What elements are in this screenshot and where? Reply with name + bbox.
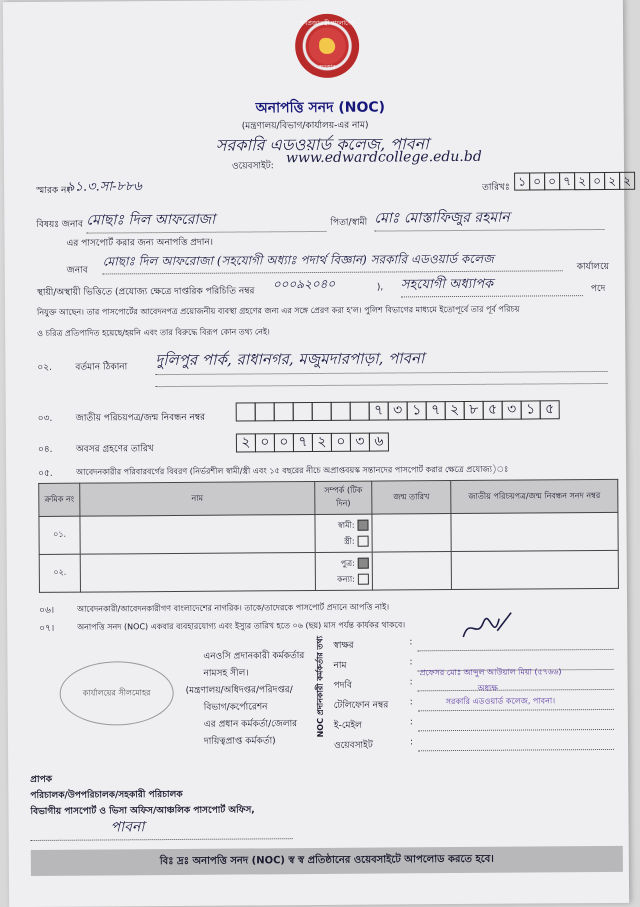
checkbox[interactable] <box>358 557 369 568</box>
signer-left-line: এনওসি প্রদানকারী কর্মকর্তার <box>203 651 305 662</box>
item4-no: ০৪. <box>37 444 53 455</box>
rel-daughter: কন্যা: <box>337 574 355 584</box>
signer-left-line: নামসহ সীল। <box>203 668 249 679</box>
date-digit-box: ১ <box>514 172 530 190</box>
table-row <box>39 550 618 592</box>
present-address: দুলিপুর পার্ক, রাধানগর, মজুমদারপাড়া, পাবনা <box>155 346 607 375</box>
address-line-2 <box>156 382 608 387</box>
row-name <box>80 515 315 555</box>
col-dob: জন্ম তারিখ <box>372 481 451 515</box>
retire-digit-box: ৭ <box>293 433 313 452</box>
row-relation <box>315 514 372 552</box>
office-name: সরকারি এডওয়ার্ড কলেজ, পাবনা <box>215 134 429 155</box>
item6: আবেদনকারী/আবেদনকারীগণ বাংলাদেশের নাগরিক। তাকে/তাদেরকে পাসপোর্ট প্রদানে আপত্তি নাই। <box>77 602 390 614</box>
item5-no: ০৫. <box>38 468 53 479</box>
signer-field-colon: : <box>409 657 413 668</box>
signer-field-line <box>418 748 614 751</box>
signer-field-colon: : <box>409 737 414 748</box>
memo-label: স্মারক নং <box>36 185 71 196</box>
body-l3: নিযুক্ত আছেন। তার পাসপোর্টের আবেদনপত্র প্রয়োজনীয় ব্যবস্থা গ্রহণের জন্য এর সঙ্গে প্রেরণ করা হ'ল। পুলিশ বিভাগের মাধ্যমে ইতোপূর্বে তার পূর্ব পরিচয় <box>36 304 520 317</box>
signer-field-label: নাম <box>333 660 347 671</box>
nid-digit-box: ২ <box>445 401 465 420</box>
col-nid: জাতীয় পরিচয়পত্র/জন্ম নিবন্ধন সনদ নম্বর <box>451 479 618 513</box>
bangladesh-map-icon <box>319 38 335 54</box>
noc-document <box>3 0 632 907</box>
checkbox[interactable] <box>358 535 369 546</box>
signer-field-colon: : <box>409 637 413 648</box>
signer-left-line: (মন্ত্রণালয়/অধিদপ্তর/পরিদপ্তর/ <box>185 685 293 696</box>
row-serial: ০২. <box>39 554 80 592</box>
date-digit-box: ০ <box>589 172 605 190</box>
nid-digit-box <box>350 402 370 421</box>
government-seal <box>295 14 359 78</box>
designation: সহযোগী অধ্যাপক <box>401 274 583 297</box>
signer-field-label: ই-মেইল <box>333 720 362 731</box>
signer-field-line <box>418 728 614 731</box>
item2-no: ০২. <box>37 362 53 373</box>
retire-digit-box: ২ <box>312 433 332 452</box>
col-relation: সম্পর্ক (টিক দিন) <box>315 481 372 514</box>
date-digit-box: ২ <box>604 172 620 190</box>
body-l2-end: পদে <box>590 283 606 295</box>
checkbox[interactable] <box>358 573 369 584</box>
item2-label: বর্তমান ঠিকানা <box>75 362 128 373</box>
rel-son: পুত্র: <box>340 558 355 568</box>
item7: অনাপত্তি সনদ (NOC) একবার ব্যবহারযোগ্য এবং ইস্যুর তারিখ হতে ০৬ (ছয়) মাস পর্যন্ত কার্যকর থাকবে। <box>77 620 406 632</box>
stamp-post: অধ্যক্ষ <box>477 683 498 693</box>
recipient-place: পাবনা <box>31 814 293 841</box>
document-title: অনাপত্তি সনদ (NOC) <box>255 99 386 117</box>
row-nid <box>451 550 618 589</box>
signer-field-label: স্বাক্ষর <box>333 640 354 651</box>
retirement-date-boxes <box>236 432 388 452</box>
noc-officer-vertical-label: NOC প্রদানকারী কর্মকর্তার তথ্য <box>315 635 325 738</box>
nid-digit-box: ৩ <box>388 401 408 420</box>
signer-field-label: টেলিফোন নম্বর <box>333 700 389 711</box>
signature <box>459 609 519 647</box>
item7-no: ০৭। <box>39 623 55 634</box>
nid-digit-box: ৮ <box>464 401 484 420</box>
nid-digit-box: ১ <box>521 400 541 419</box>
date-boxes <box>514 172 634 191</box>
date-label: তারিখঃ <box>482 182 510 193</box>
row-nid <box>451 512 618 551</box>
nid-digit-box <box>331 402 351 421</box>
subject-label: বিষয়ঃ জনাব <box>36 219 84 230</box>
signer-field-line <box>417 648 613 651</box>
signer-field-colon: : <box>409 717 413 728</box>
item3-label: জাতীয় পরিচয়পত্র/জন্ম নিবন্ধন নম্বর <box>75 412 206 424</box>
row-dob <box>372 552 451 591</box>
signer-left-line: এর প্রধান কর্মকর্তা/জেলার <box>203 719 298 730</box>
date-digit-box: ২ <box>574 172 590 190</box>
item3-no: ০৩. <box>37 413 53 424</box>
nid-digit-box <box>255 402 275 421</box>
item4-label: অবসর গ্রহণের তারিখ <box>75 444 154 455</box>
body-l2-a: স্থায়ী/অস্থায়ী ভিত্তিতে (প্রযোজ্য ক্ষেত্রে দাপ্তরিক পরিচিতি নম্বর <box>36 286 255 298</box>
row-dob <box>372 514 451 553</box>
signer-left-line: বিভাগ/কর্পোরেশন <box>203 702 268 713</box>
nid-digit-box: ৫ <box>540 400 560 419</box>
retire-digit-box: ২ <box>236 433 256 452</box>
family-table <box>38 479 619 593</box>
memo-number: ৯১.৩.সা-৮৮৬ <box>66 179 142 195</box>
official-id: ০০০৯২০৪০ <box>272 276 336 292</box>
row-serial: ০১. <box>39 516 80 554</box>
nid-digit-box: ১ <box>407 401 427 420</box>
nid-digit-box <box>274 402 294 421</box>
item5-label: আবেদনকারীর পরিবারবর্গের বিবরণ (নির্ভরশীল স্বামী/স্ত্রী এবং ১৫ বছরের নীচে অপ্রাপ্তবয়স্ক সন্তানদের পাসপোর্ট করার ক্ষেত্রে প্রযোজ্য)ঃ <box>76 464 509 477</box>
rel-husband: স্বামী: <box>337 520 355 530</box>
body-l4: ও চরিত্র প্রতিপাদিত হয়েছে/হয়নি এবং তার বিরুদ্ধে বিরূপ কোন তথ্য নেই। <box>37 327 270 338</box>
footer-note: বিঃ দ্রঃ অনাপত্তি সনদ (NOC) স্ব স্ব প্রতিষ্ঠানের ওয়েবসাইটে আপলোড করতে হবে। <box>31 846 623 876</box>
nid-digit-box: ৫ <box>483 401 503 420</box>
nid-digit-box: ৭ <box>426 401 446 420</box>
recipient-l2: বিভাগীয় পাসপোর্ট ও ভিসা অফিস/আঞ্চলিক পাসপোর্ট অফিস, <box>30 805 255 818</box>
parent-name: মোঃ মোস্তাফিজুর রহমান <box>374 205 604 232</box>
retire-digit-box: ০ <box>331 433 351 452</box>
nid-digit-box: ৩ <box>502 401 522 420</box>
date-digit-box: ০ <box>529 172 545 190</box>
table-row <box>39 512 618 554</box>
date-digit-box: ০ <box>544 172 560 190</box>
row-name <box>80 553 315 593</box>
subject-line2: এর পাসপোর্ট করার জন্য অনাপত্তি প্রদান। <box>66 237 213 249</box>
signer-field-colon: : <box>409 697 413 708</box>
parent-label: পিতা/স্বামী <box>330 217 368 228</box>
stamp-name: প্রফেসর মোঃ আব্দুল আউয়াল মিয়া (৫৭৬৬) <box>419 667 562 678</box>
ministry-subtitle: (মন্ত্রণালয়/বিভাগ/কার্যালয়-এর নাম) <box>241 120 369 132</box>
recipient-l1: পরিচালক/উপপরিচালক/সহকারী পরিচালক <box>30 789 183 802</box>
retire-digit-box: ৩ <box>350 433 370 452</box>
subject-name: মোছাঃ দিল আফরোজা <box>86 207 326 234</box>
body-l2-b: ), <box>376 282 384 293</box>
body-l1-name: মোছাঃ দিল আফরোজা (সহযোগী অধ্যাঃ পদার্থ বিজ্ঞান) সরকারি এডওয়ার্ড কলেজ <box>103 250 563 274</box>
seal-bottom-text: সরকার <box>319 63 336 71</box>
nid-boxes <box>236 400 559 421</box>
date-digit-box: ৭ <box>559 172 575 190</box>
nid-digit-box: ৭ <box>369 401 389 420</box>
rel-wife: স্ত্রী: <box>344 536 355 546</box>
seal-top-text: গণপ্রজাতন্ত্রী বাংলাদেশ <box>299 19 355 28</box>
date-digit-box: ২ <box>619 172 635 190</box>
recipient-label: প্রাপক <box>30 774 53 786</box>
website-value: www.edwardcollege.edu.bd <box>285 148 482 167</box>
col-serial: ক্রমিক নং <box>39 483 80 516</box>
signer-field-label: পদবি <box>333 680 353 691</box>
signer-field-label: ওয়েবসাইট <box>334 740 373 751</box>
checkbox[interactable] <box>357 519 368 530</box>
signer-left-line: দায়িত্বপ্রাপ্ত কর্মকর্তা) <box>203 736 276 747</box>
signer-field-line <box>418 688 614 691</box>
retire-digit-box: ০ <box>274 433 294 452</box>
office-seal-placeholder: কার্যালয়ের সীলমোহর <box>59 661 173 726</box>
nid-digit-box <box>312 402 332 421</box>
signer-field-colon: : <box>409 677 413 688</box>
item6-no: ০৬। <box>39 605 55 616</box>
retire-digit-box: ৬ <box>369 432 389 451</box>
body-l1-end: কার্যালয়ে <box>576 261 610 273</box>
nid-digit-box <box>236 402 256 421</box>
row-relation <box>315 552 372 590</box>
body-l1-label: জনাব <box>66 265 88 276</box>
nid-digit-box <box>293 402 313 421</box>
website-label: ওয়েবসাইট: <box>231 161 274 172</box>
col-name: নাম <box>80 482 315 517</box>
stamp-office: সরকারি এডওয়ার্ড কলেজ, পাবনা। <box>445 696 556 707</box>
retire-digit-box: ০ <box>255 433 275 452</box>
